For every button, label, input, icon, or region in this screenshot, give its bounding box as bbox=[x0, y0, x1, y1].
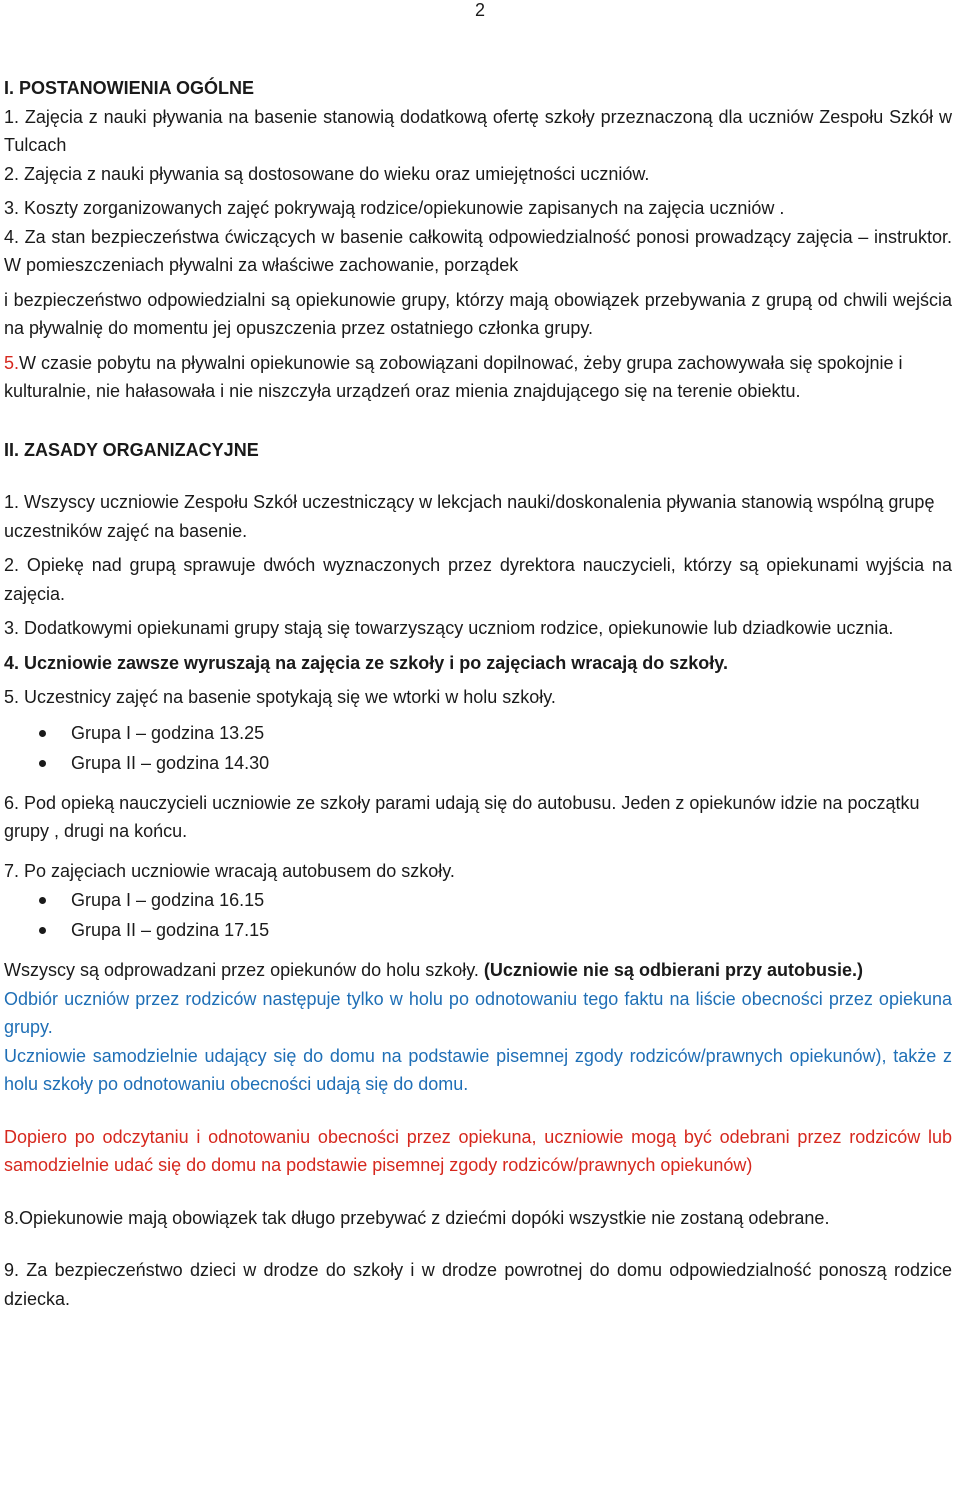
section-2-item-5: 5. Uczestnicy zajęć na basenie spotykają się we wtorki w holu szkoły. bbox=[4, 687, 556, 707]
list-item: Grupa I – godzina 13.25 bbox=[4, 718, 952, 748]
section-1-item-5 bbox=[4, 349, 952, 406]
section-2-item-6: 6. Pod opieką nauczycieli uczniowie ze szkoły parami udają się do autobusu. Jeden z opiekunów idzie na początku grupy , drugi na końcu. bbox=[4, 792, 920, 841]
pickup-rule-blue-1: Odbiór uczniów przez rodziców następuje tylko w holu po odnotowaniu tego faktu na liście obecności przez opiekuna grupy. bbox=[4, 988, 952, 1037]
page-number: 2 bbox=[474, 0, 485, 20]
section-1-item-3: 3. Koszty zorganizowanych zajęć pokrywają rodzice/opiekunowie zapisanych na zajęcia uczniów . bbox=[4, 198, 785, 218]
section-2-item-2: 2. Opiekę nad grupą sprawuje dwóch wyznaczonych przez dyrektora nauczycieli, którzy są opiekunami wyjścia na zajęcia. bbox=[4, 555, 952, 604]
pickup-rule-blue-2: Uczniowie samodzielnie udający się do domu na podstawie pisemnej zgody rodziców/prawnych opiekunów), także z holu szkoły po odnotowaniu obecności udają się do domu. bbox=[4, 1045, 952, 1094]
list-item: Grupa II – godzina 14.30 bbox=[4, 748, 952, 778]
escort-paragraph bbox=[4, 956, 952, 985]
section-1-item-1: 1. Zajęcia z nauki pływania na basenie stanowią dodatkową ofertę szkoły przeznaczoną dla uczniów Zespołu Szkół w Tulcach bbox=[4, 106, 952, 155]
item-5-text: W czasie pobytu na pływalni opiekunowie są zobowiązani dopilnować, żeby grupa zachowywała się spokojnie i kulturalnie, nie hałasowała i nie niszczyła urządzeń oraz mienia znajdującego się na terenie obiektu. bbox=[4, 352, 903, 401]
section-2-item-8: 8.Opiekunowie mają obowiązek tak długo przebywać z dziećmi dopóki wszystkie nie zostaną odebrane. bbox=[4, 1207, 830, 1228]
section-2-item-1: 1. Wszyscy uczniowie Zespołu Szkół uczestniczący w lekcjach nauki/doskonalenia pływania stanowią wspólną grupę uczestników zajęć na basenie. bbox=[4, 492, 935, 541]
section-1-heading: I. POSTANOWIENIA OGÓLNE bbox=[4, 78, 255, 98]
section-2-item-4: 4. Uczniowie zawsze wyruszają na zajęcia ze szkoły i po zajęciach wracają do szkoły. bbox=[4, 652, 728, 673]
section-1-item-4b: i bezpieczeństwo odpowiedzialni są opiekunowie grupy, którzy mają obowiązek przebywania z grupą od chwili wejścia na pływalnię do momentu jej opuszczenia przez ostatniego członka grupy. bbox=[4, 289, 952, 338]
section-2-item-3: 3. Dodatkowymi opiekunami grupy stają się towarzyszący uczniom rodzice, opiekunowie lub dziadkowie ucznia. bbox=[4, 618, 894, 638]
pickup-rule-red: Dopiero po odczytaniu i odnotowaniu obecności przez opiekuna, uczniowie mogą być odebrani przez rodziców lub samodzielnie udać się do domu na podstawie pisemnej zgody rodziców/prawnych opiekunów) bbox=[4, 1126, 952, 1175]
item-5-group-list bbox=[4, 718, 952, 778]
list-item: Grupa I – godzina 16.15 bbox=[4, 885, 952, 915]
escort-text: Wszyscy są odprowadzani przez opiekunów do holu szkoły. bbox=[4, 960, 484, 980]
item-5-number: 5. bbox=[4, 352, 20, 373]
section-2-item-9: 9. Za bezpieczeństwo dzieci w drodze do szkoły i w drodze powrotnej do domu odpowiedzialność ponoszą rodzice dziecka. bbox=[4, 1260, 952, 1309]
item-7-group-list bbox=[4, 885, 952, 945]
escort-bold-note: (Uczniowie nie są odbierani przy autobusie.) bbox=[483, 960, 863, 980]
section-2-item-7: 7. Po zajęciach uczniowie wracają autobusem do szkoły. bbox=[4, 860, 455, 881]
section-2-heading: II. ZASADY ORGANIZACYJNE bbox=[4, 439, 259, 460]
section-1-item-2: 2. Zajęcia z nauki pływania są dostosowane do wieku oraz umiejętności uczniów. bbox=[4, 163, 650, 184]
document-body bbox=[4, 74, 952, 1313]
list-item: Grupa II – godzina 17.15 bbox=[4, 915, 952, 945]
section-1-item-4a: 4. Za stan bezpieczeństwa ćwiczących w basenie całkowitą odpowiedzialność ponosi prowadzący zajęcia – instruktor. W pomieszczeniach pływalni za właściwe zachowanie, porządek bbox=[4, 226, 952, 275]
